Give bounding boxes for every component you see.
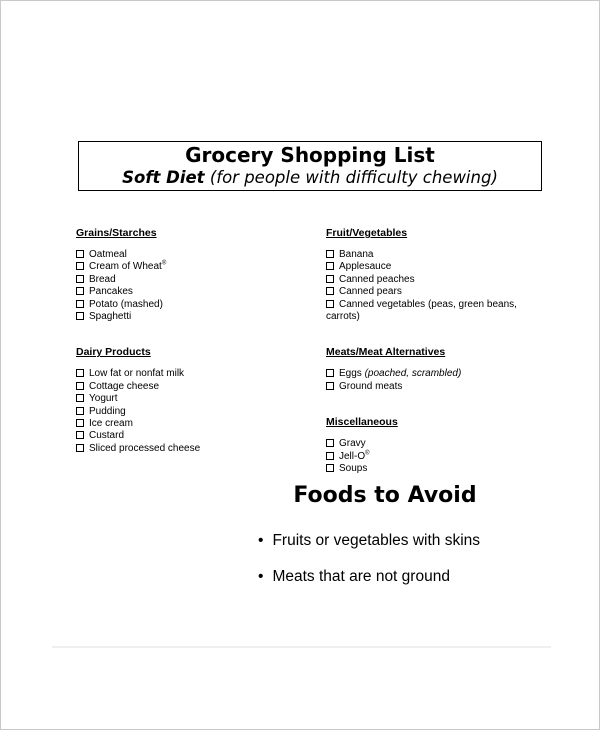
checklist-item [76,430,311,442]
checkbox-icon [326,287,334,295]
checkbox-icon [326,262,334,270]
checklist-item [326,261,544,273]
checklist-item [326,463,544,475]
checklist-section [76,227,311,323]
item-text: Potato (mashed) [89,298,163,310]
footer-divider [52,646,551,648]
avoid-item-text: Fruits or vegetables with skins [272,532,481,549]
checkbox-icon [76,250,84,258]
checklist-item [76,393,311,405]
checklist-section [326,227,544,323]
checklist-item [326,438,544,450]
item-text: Low fat or nonfat milk [89,368,185,380]
checklist-item [76,381,311,393]
bullet-icon: • [258,532,264,549]
page-subtitle [79,167,541,188]
checklist-item [326,274,544,286]
checklist-section [326,346,544,393]
checkbox-icon [326,439,334,447]
checkbox-icon [76,262,84,270]
checkbox-icon [76,407,84,415]
item-text: Banana [339,249,374,260]
checklist-item [326,451,544,463]
avoid-item-text: Meats that are not ground [272,568,450,585]
item-text: Pudding [89,405,126,417]
item-text: Spaghetti [89,311,132,323]
item-text: Pancakes [89,286,133,298]
checkbox-icon [326,369,334,377]
checklist-section [326,416,544,475]
checklist-item [326,249,544,261]
checklist-item [326,381,544,393]
checkbox-icon [326,250,334,258]
section-title: Miscellaneous [326,416,398,429]
checklist-item [76,368,311,380]
checkbox-icon [76,382,84,390]
section-title: Dairy Products [76,346,151,359]
item-text: Oatmeal [89,249,127,260]
checklist-item [326,299,544,324]
checkbox-icon [76,300,84,308]
section-title: Fruit/Vegetables [326,227,408,239]
avoid-list-item [258,566,480,587]
item-text: Custard [89,430,125,442]
checklist-column-left [76,227,311,455]
checkbox-icon [76,444,84,452]
page-title: Grocery Shopping List [185,143,435,167]
checklist-item [76,274,311,286]
checklist-column-right [326,227,544,475]
checklist-item [76,261,311,273]
subtitle-note: (for people with difficulty chewing) [204,168,498,187]
checklist-item [76,418,311,430]
checkbox-icon [326,382,334,390]
checkbox-icon [76,312,84,320]
title-box [78,141,542,191]
checkbox-icon [326,300,334,308]
item-text: Canned vegetables (peas, green beans, carrots) [326,298,517,323]
item-text: Canned peaches [339,273,415,285]
checklist-item [76,406,311,418]
checkbox-icon [76,275,84,283]
item-text: Soups [339,463,368,475]
checklist-item [76,443,311,455]
checkbox-icon [326,452,334,460]
checkbox-icon [326,464,334,472]
section-title: Grains/Starches [76,227,157,239]
section-title: Meats/Meat Alternatives [326,346,446,359]
item-text: Ground meats [339,380,403,392]
foods-to-avoid-list [258,530,480,602]
checklist-item [76,286,311,298]
checkbox-icon [76,394,84,402]
checklist-item [76,311,311,323]
item-text: Bread [89,273,116,285]
checkbox-icon [326,275,334,283]
item-text: Cottage cheese [89,380,160,392]
bullet-icon: • [258,568,264,585]
checklist-item [326,286,544,298]
checklist-item [76,299,311,311]
item-text: ® [161,261,167,268]
avoid-list-item [258,530,480,551]
item-text: Ice cream [89,418,133,430]
checkbox-icon [76,287,84,295]
checklist-item [76,249,311,261]
diet-name: Soft Diet [122,168,205,187]
item-text: Cream of Wheat [89,261,162,273]
item-text: Yogurt [89,393,118,405]
item-text: Gravy [339,438,366,450]
checklist-item [326,368,544,380]
item-text: Applesauce [339,261,392,273]
item-text: Sliced processed cheese [89,442,201,454]
checkbox-icon [76,419,84,427]
item-text: Canned pears [339,286,402,298]
checkbox-icon [76,369,84,377]
item-text: Jell-O [339,450,366,462]
item-text: Eggs [339,368,365,380]
foods-to-avoid-heading: Foods to Avoid [293,483,477,508]
checkbox-icon [76,431,84,439]
checklist-section [76,346,311,455]
item-text: ® [365,450,370,457]
item-text: (poached, scrambled) [364,368,462,380]
